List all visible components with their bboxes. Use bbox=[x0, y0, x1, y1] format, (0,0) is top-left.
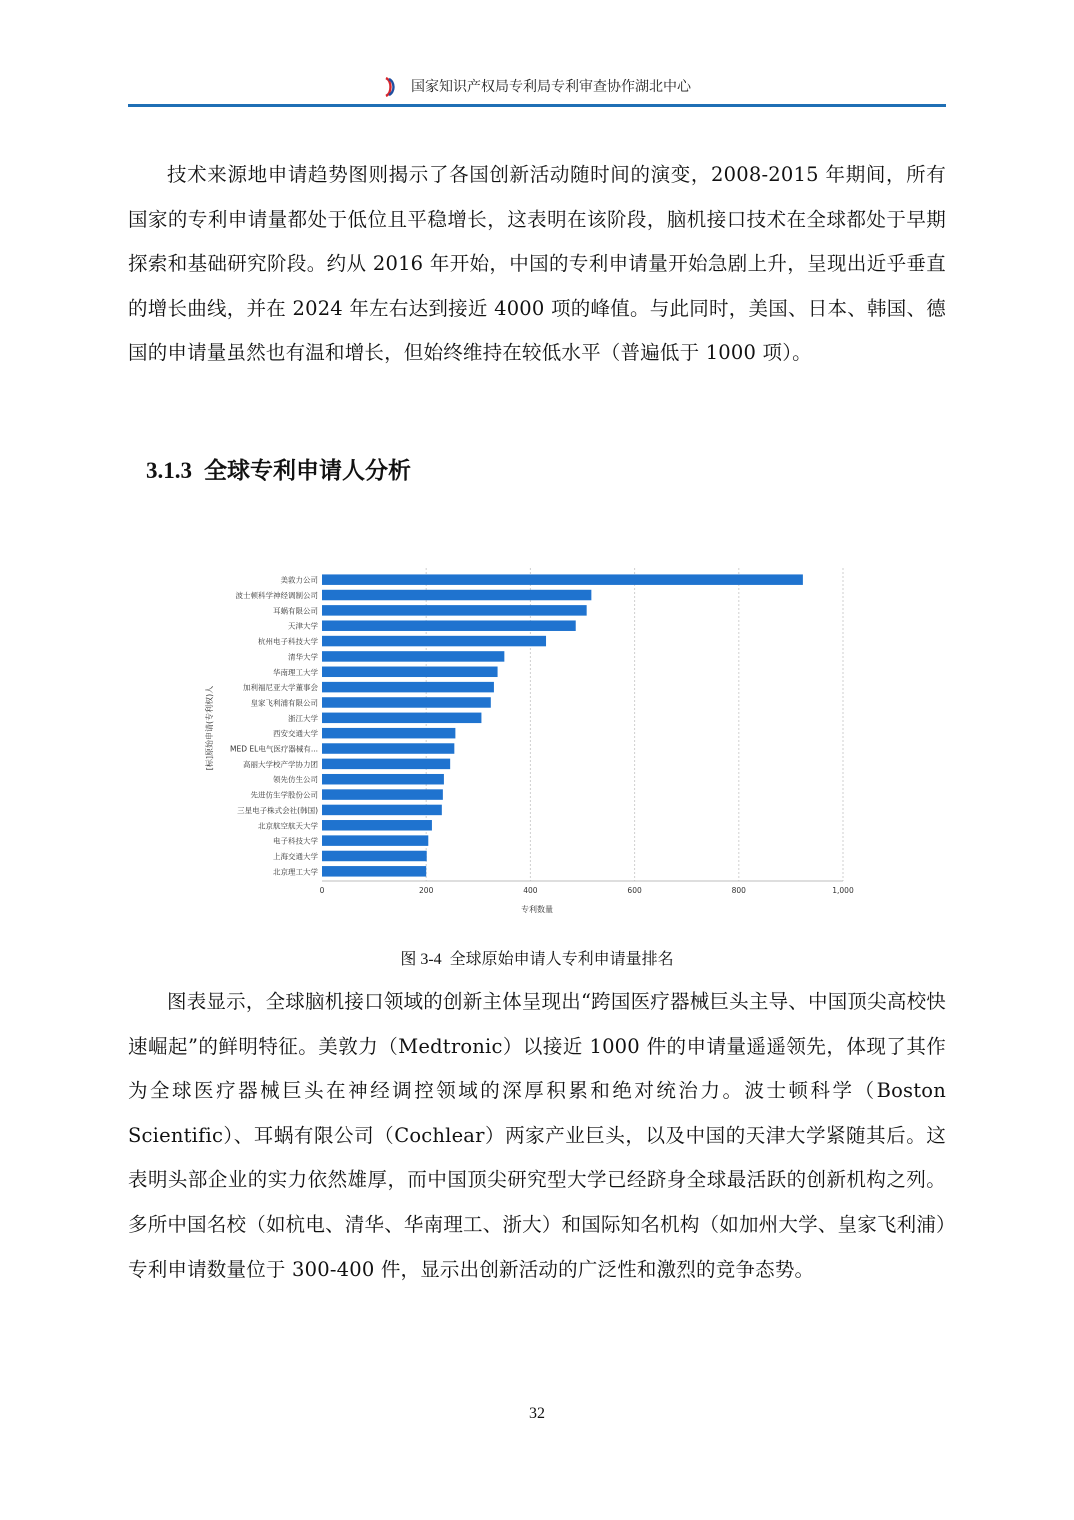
bar bbox=[322, 697, 491, 708]
category-label: 领先仿生公司 bbox=[273, 774, 318, 784]
category-label: 波士顿科学神经调制公司 bbox=[236, 590, 319, 600]
bar bbox=[322, 713, 481, 724]
bar bbox=[322, 835, 428, 846]
x-tick-label: 1,000 bbox=[832, 886, 854, 895]
category-label: 耳蜗有限公司 bbox=[273, 605, 318, 615]
bar bbox=[322, 636, 546, 647]
x-tick-label: 800 bbox=[732, 886, 747, 895]
category-label: 华南理工大学 bbox=[273, 667, 318, 677]
bar bbox=[322, 851, 427, 862]
category-label: 三星电子株式会社(韩国) bbox=[237, 805, 318, 815]
bar-layer bbox=[322, 574, 803, 876]
y-axis-label: [标]原始申请(专利权)人 bbox=[204, 686, 214, 770]
x-tick-label: 400 bbox=[523, 886, 538, 895]
x-tick-label: 600 bbox=[627, 886, 642, 895]
paragraph-2-text: 图表显示，全球脑机接口领域的创新主体呈现出“跨国医疗器械巨头主导、中国顶尖高校快速崛起”的鲜明特征。美敦力（Medtronic）以接近 1000 件的申请量遥遥领先，体现了其作为全球医疗器械巨头在神经调控领域的深厚积累和绝对统治力。波士顿科学（Boston Scientific）、耳蜗有限公司（Cochlear）两家产业巨头，以及中国的天津大学紧随其后。这表明头部企业的实力依然雄厚，而中国顶尖研究型大学已经跻身全球最活跃的创新机构之列。多所中国名校（如杭电、清华、华南理工、浙大）和国际知名机构（如加州大学、皇家飞利浦）专利申请数量位于 300-400 件，显示出创新活动的广泛性和激烈的竞争态势。 bbox=[128, 980, 946, 1292]
bar bbox=[322, 805, 442, 816]
category-label: 杭州电子科技大学 bbox=[258, 636, 318, 646]
bar bbox=[322, 574, 803, 585]
section-title: 全球专利申请人分析 bbox=[204, 458, 411, 484]
category-label: 北京理工大学 bbox=[273, 866, 318, 876]
paragraph-analysis bbox=[128, 980, 946, 1292]
category-label: 浙江大学 bbox=[288, 713, 318, 723]
section-heading bbox=[146, 452, 411, 485]
header-rule bbox=[128, 104, 946, 107]
bar bbox=[322, 820, 432, 831]
page-number: 32 bbox=[0, 1405, 1074, 1423]
category-label: 高丽大学校产学协力团 bbox=[243, 759, 318, 769]
category-label: 电子科技大学 bbox=[273, 836, 318, 846]
category-label: 西安交通大学 bbox=[273, 728, 318, 738]
page-header bbox=[128, 74, 946, 104]
section-number: 3.1.3 bbox=[146, 458, 192, 483]
category-label: 加利福尼亚大学董事会 bbox=[243, 682, 318, 692]
applicant-ranking-chart bbox=[190, 560, 870, 920]
figure-caption-text: 全球原始申请人专利申请量排名 bbox=[450, 949, 674, 968]
x-axis-label: 专利数量 bbox=[521, 904, 553, 914]
header-title: 国家知识产权局专利局专利审查协作湖北中心 bbox=[411, 79, 691, 95]
chart-svg bbox=[190, 560, 870, 920]
category-label: MED EL电气医疗器械有... bbox=[230, 744, 318, 754]
bar bbox=[322, 728, 455, 739]
category-label-layer bbox=[230, 575, 318, 877]
x-tick-label: 200 bbox=[419, 886, 434, 895]
paragraph-trend bbox=[128, 153, 946, 376]
bar bbox=[322, 759, 450, 770]
figure-number: 图 3-4 bbox=[400, 951, 441, 968]
category-label: 清华大学 bbox=[288, 651, 318, 661]
category-label: 北京航空航天大学 bbox=[258, 820, 318, 830]
cnipa-logo-icon bbox=[383, 77, 397, 97]
figure-caption bbox=[0, 946, 1074, 969]
paragraph-1-text: 技术来源地申请趋势图则揭示了各国创新活动随时间的演变，2008-2015 年期间，所有国家的专利申请量都处于低位且平稳增长，这表明在该阶段，脑机接口技术在全球都处于早期探索和基础研究阶段。约从 2016 年开始，中国的专利申请量开始急剧上升，呈现出近乎垂直的增长曲线，并在 2024 年左右达到接近 4000 项的峰值。与此同时，美国、日本、韩国、德国的申请量虽然也有温和增长，但始终维持在较低水平（普遍低于 1000 项）。 bbox=[128, 153, 946, 376]
bar bbox=[322, 774, 444, 785]
category-label: 先进仿生学股份公司 bbox=[251, 790, 319, 800]
x-tick-label: 0 bbox=[320, 886, 325, 895]
bar bbox=[322, 620, 576, 631]
category-label: 上海交通大学 bbox=[273, 851, 318, 861]
bar bbox=[322, 667, 498, 678]
category-label: 天津大学 bbox=[288, 621, 318, 631]
bar bbox=[322, 789, 443, 800]
bar bbox=[322, 682, 494, 693]
category-label: 美敦力公司 bbox=[281, 575, 319, 585]
bar bbox=[322, 605, 587, 616]
bar bbox=[322, 866, 426, 877]
bar bbox=[322, 743, 454, 754]
bar bbox=[322, 651, 504, 662]
tick-label-layer bbox=[320, 886, 854, 895]
category-label: 皇家飞利浦有限公司 bbox=[251, 697, 319, 707]
header-title-row bbox=[128, 74, 946, 100]
bar bbox=[322, 590, 591, 601]
